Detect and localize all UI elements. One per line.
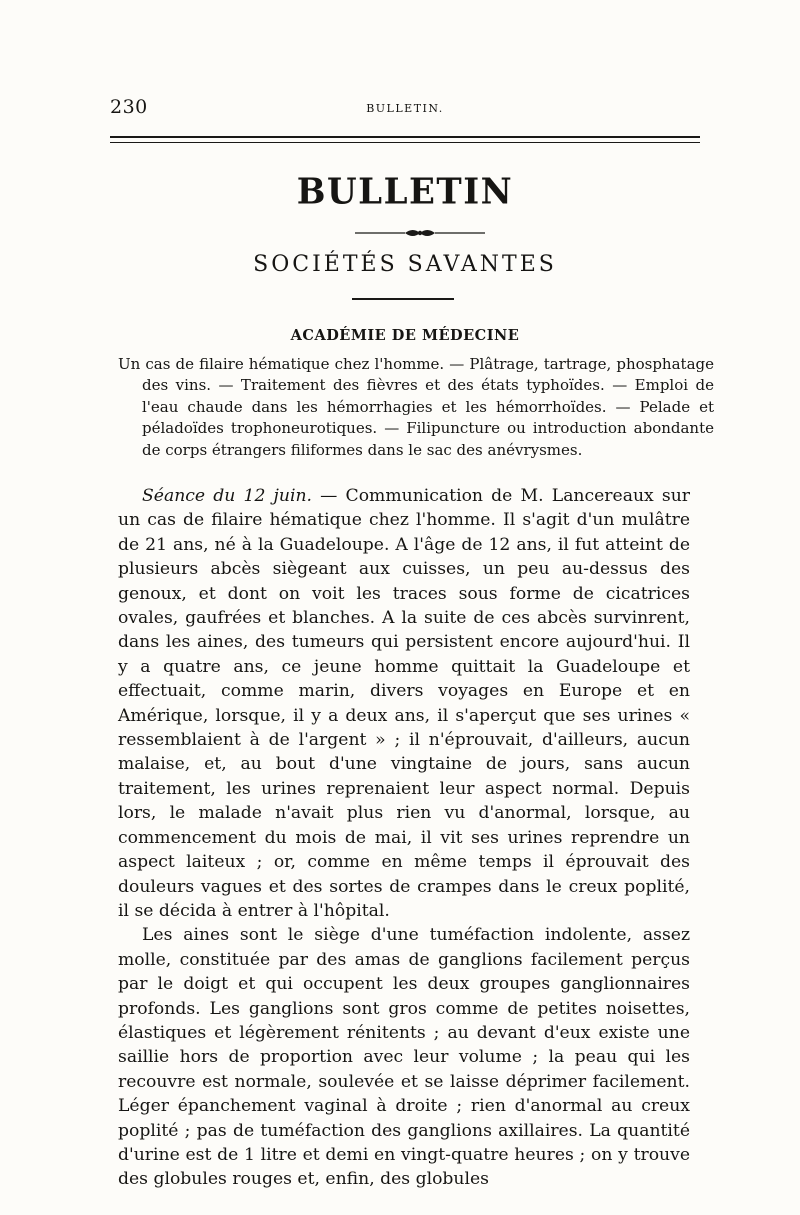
paragraph-text: Les aines sont le siège d'une tuméfaction indolente, assez molle, constituée par des amas de ganglions facilement perçus par le doigt et qui occupent les deux groupes ganglionnaires profonds. Les ganglions sont gros comme de petites noisettes, élastiques et légèrement rénitents ; au devant d'eux existe une saillie hors de proportion avec leur volume ; la peau qui les recouvre est normale, soulevée et se laisse déprimer facilement. Léger épanchement vaginal à droite ; rien d'anormal au creux poplité ; pas de tuméfaction des ganglions axillaires. La quantité d'urine est de 1 litre et demi en vingt-quatre heures ; on y trouve des globules rouges et, enfin, des globules [118,925,690,1190]
section-title: SOCIÉTÉS SAVANTES [253,252,557,277]
paragraph [118,923,690,1191]
main-title: BULLETIN [296,171,514,213]
session-summary: Un cas de filaire hématique chez l'homme. — Plâtrage, tartrage, phosphatage des vins. — Traitement des fièvres et des états typhoïdes. — Emploi de l'eau chaude dans les hémorrhagies et les hémorrhoïdes. — Pelade et péladoïdes trophoneurotiques. — Filipuncture ou introduction abondante de corps étrangers filiformes dans le sac des anévrysmes. [118,355,714,459]
header-rule-thin [110,142,700,143]
ornament-divider [355,226,485,240]
paragraph [118,484,690,923]
page-number: 230 [110,96,148,118]
running-head [110,96,700,126]
session-date: Séance du 12 juin. [142,486,312,506]
section-rule [352,298,454,300]
article-body [118,484,690,1192]
header-rule-thick [110,136,700,138]
paragraph-text: — Communication de M. Lancereaux sur un cas de filaire hématique chez l'homme. Il s'agit d'un mulâtre de 21 ans, né à la Guadeloupe. A l'âge de 12 ans, il fut atteint de plusieurs abcès siègeant aux cuisses, un peu au-dessus des genoux, et dont on voit les traces sous forme de cicatrices ovales, gaufrées et blanches. A la suite de ces abcès survinrent, dans les aines, des tumeurs qui persistent encore aujourd'hui. Il y a quatre ans, ce jeune homme quittait la Guadeloupe et effectuait, comme marin, divers voyages en Europe et en Amérique, lorsque, il y a deux ans, il s'aperçut que ses urines « ressemblaient à de l'argent » ; il n'éprouvait, d'ailleurs, aucun malaise, et, au bout d'une vingtaine de jours, sans aucun traitement, les urines reprenaient leur aspect normal. Depuis lors, le malade n'avait plus rien vu d'anormal, lorsque, au commencement du mois de mai, il vit ses urines reprendre un aspect laiteux ; or, comme en même temps il éprouvait des douleurs vagues et des sortes de crampes dans le creux poplité, il se décida à entrer à l'hôpital. [118,486,690,921]
running-title: BULLETIN. [366,102,444,115]
academy-heading: ACADÉMIE DE MÉDECINE [290,327,520,344]
